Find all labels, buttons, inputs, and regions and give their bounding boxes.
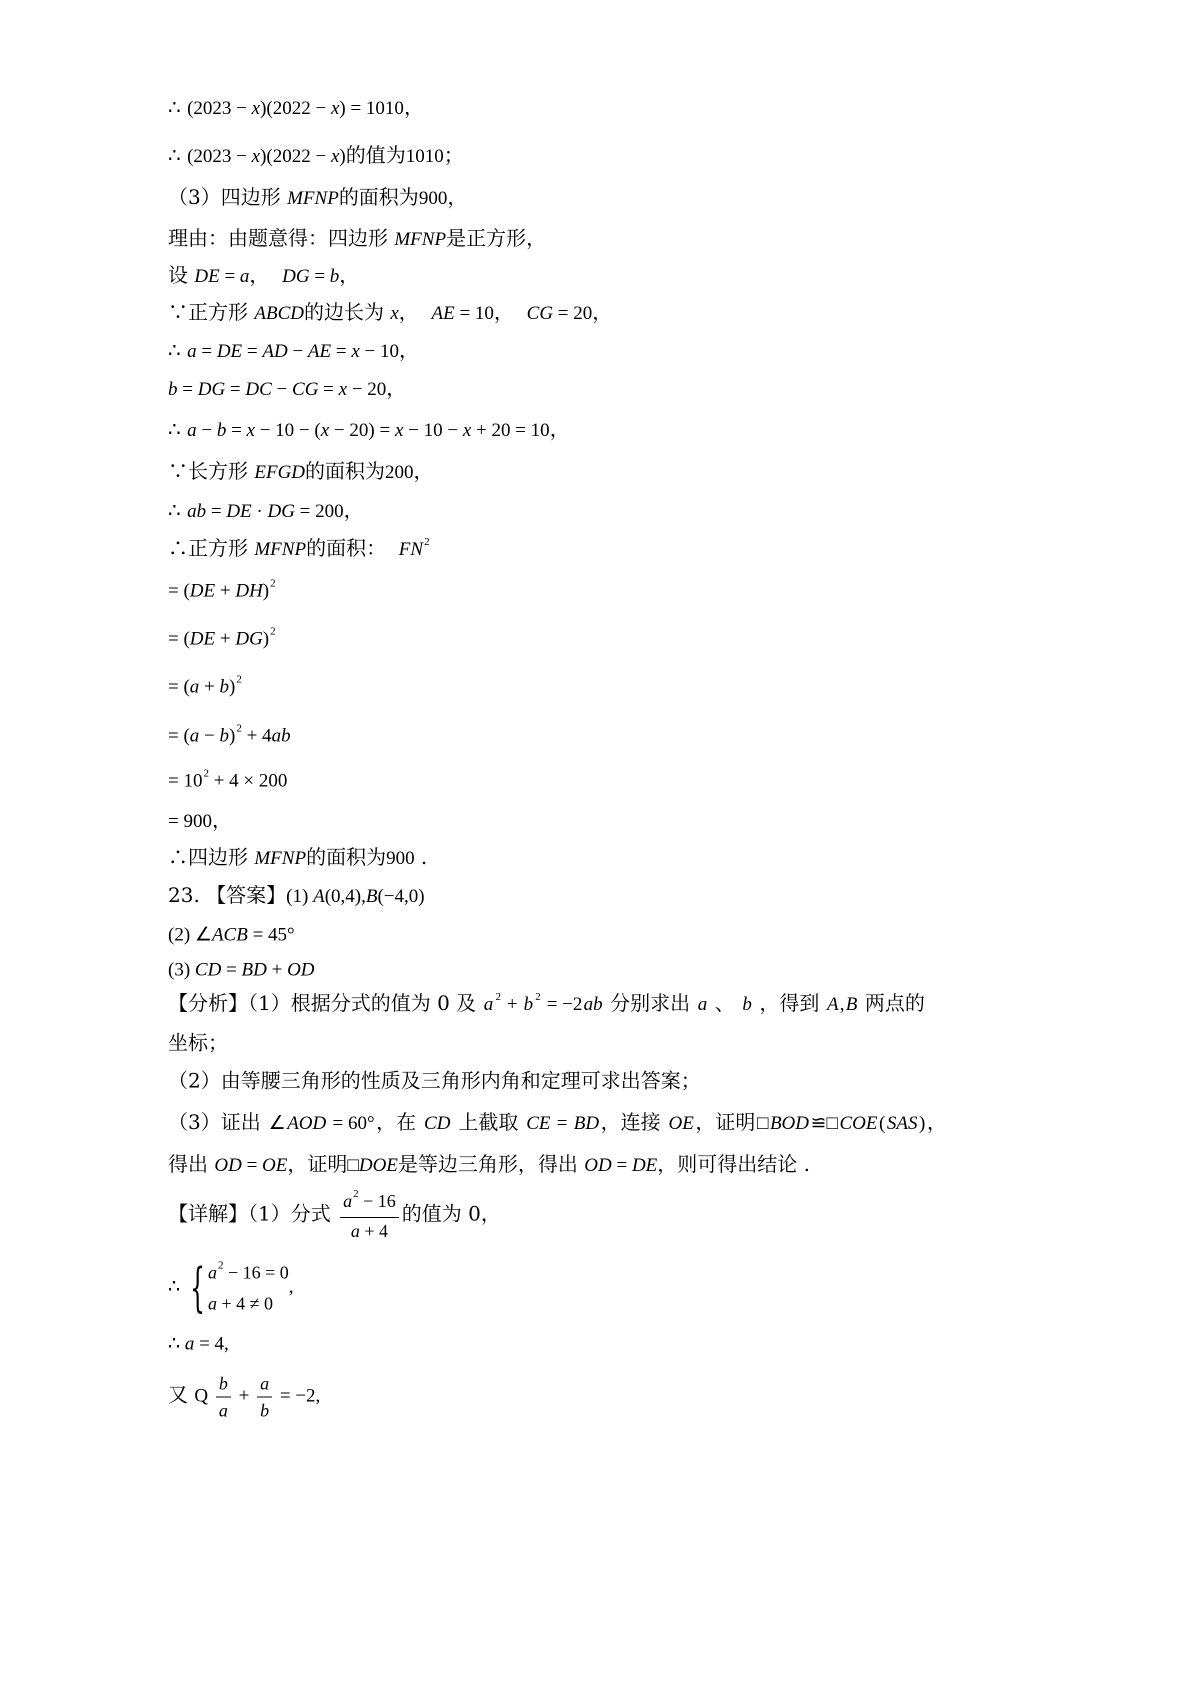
text-line-19: [168, 844, 427, 872]
math-variable: DE: [194, 266, 220, 287]
math-text: − 10 −: [403, 420, 463, 441]
text-run: ，: [403, 95, 424, 119]
math-variable: ABCD: [254, 303, 304, 324]
text-line-10: [168, 458, 434, 486]
math-text: ) = 1010: [339, 98, 404, 119]
math-text: 900: [418, 188, 448, 209]
math-text: −: [271, 379, 293, 400]
text-line-17: [168, 768, 287, 797]
math-variable: CE: [526, 1113, 551, 1134]
math-variable: a: [350, 1221, 360, 1241]
brace-glyph: {: [189, 1258, 205, 1318]
equation-system: [185, 1259, 289, 1318]
math-variable: DE: [189, 580, 216, 602]
text-run: ，: [343, 498, 364, 522]
math-text: − 16 = 0: [223, 1262, 289, 1283]
math-variable: MFNP: [287, 188, 339, 209]
math-text: = −2,: [275, 1385, 321, 1407]
text-run: 【分析】（1）根据分式的值为 0 及: [168, 991, 483, 1015]
math-text: (3): [168, 959, 195, 981]
text-line-26: [168, 1109, 947, 1137]
text-run: ，: [249, 263, 283, 287]
math-variable: A: [826, 994, 839, 1015]
math-text: =: [225, 379, 246, 400]
math-text: ): [229, 676, 236, 698]
math-text: +: [199, 676, 220, 698]
fraction-numerator: [216, 1372, 231, 1398]
math-variable: OD: [584, 1155, 612, 1176]
math-text: =: [241, 1155, 263, 1176]
math-variable: CG: [292, 379, 319, 400]
math-variable: x: [320, 420, 330, 441]
system-row: [208, 1259, 289, 1290]
math-variable: a: [189, 676, 200, 698]
math-variable: x: [390, 303, 399, 324]
fraction-denominator: [340, 1218, 399, 1243]
text-line-11: [168, 497, 364, 525]
math-variable: a: [187, 341, 197, 362]
math-text: + 20 = 10: [471, 420, 550, 441]
math-variable: DE: [216, 341, 243, 362]
text-run: 23. 【答案】: [168, 883, 287, 907]
math-variable: b: [218, 1373, 228, 1394]
text-run: 是正方形，: [446, 226, 547, 250]
math-variable: FN: [398, 539, 424, 560]
math-variable: b: [742, 994, 752, 1015]
math-variable: b: [260, 1400, 270, 1421]
math-variable: ACB: [211, 924, 248, 946]
text-run: 是等边三角形，得出: [397, 1152, 585, 1176]
math-variable: x: [246, 420, 255, 441]
math-variable: MFNP: [394, 229, 447, 250]
math-variable: x: [251, 146, 261, 167]
fraction: [340, 1189, 399, 1243]
math-variable: OE: [668, 1113, 694, 1134]
superscript: 2: [424, 536, 430, 548]
math-text: Q: [194, 1385, 213, 1407]
math-text: (−4,0): [377, 886, 425, 907]
math-variable: a: [207, 1293, 217, 1314]
text-run: （3）证出: [168, 1110, 268, 1134]
math-text: 900: [386, 848, 415, 869]
math-text: ,: [839, 994, 845, 1015]
text-line-13: [168, 578, 276, 607]
math-text: =: [611, 1155, 632, 1176]
text-line-3: [168, 184, 467, 212]
math-variable: b: [216, 420, 227, 441]
math-variable: ab: [583, 994, 603, 1015]
math-text: = (: [168, 676, 190, 698]
math-text: =: [196, 341, 217, 362]
superscript: 2: [270, 625, 276, 638]
math-variable: a: [187, 420, 197, 441]
math-text: = 900: [168, 811, 212, 832]
math-text: =: [318, 379, 339, 400]
text-run: 上截取: [451, 1110, 525, 1134]
math-text: (2) ∠: [168, 924, 212, 946]
text-run: 分别求出: [603, 991, 697, 1015]
superscript: 2: [217, 1259, 224, 1272]
fraction-denominator: [257, 1398, 272, 1423]
math-variable: a: [218, 1400, 228, 1421]
math-text: = 200: [294, 501, 344, 522]
fraction-numerator: [257, 1372, 272, 1398]
text-run: ，: [549, 417, 570, 441]
math-text: −: [287, 341, 308, 362]
math-variable: x: [394, 420, 404, 441]
text-run: ，: [339, 263, 360, 287]
math-variable: AE: [431, 303, 455, 324]
math-text: − 10: [359, 341, 399, 362]
math-text: ): [339, 146, 346, 167]
math-text: (2023 −: [187, 98, 252, 119]
math-variable: DG: [235, 628, 263, 650]
text-run: ，: [399, 338, 419, 362]
math-variable: x: [251, 98, 261, 119]
math-text: = −2: [541, 994, 583, 1015]
text-line-12: [168, 535, 430, 565]
text-run: .: [414, 845, 428, 869]
text-run: ，: [413, 459, 434, 483]
math-text: ∠: [268, 1113, 286, 1134]
math-variable: x: [330, 146, 340, 167]
text-run: ，连接: [600, 1110, 668, 1134]
text-run: ，: [926, 1110, 947, 1134]
math-text: =: [242, 341, 263, 362]
math-text: = 60°: [327, 1113, 375, 1134]
math-text: + 4: [359, 1221, 388, 1241]
math-text: 1010: [405, 146, 444, 167]
text-run: ∴四边形: [168, 845, 255, 869]
math-text: +: [266, 959, 288, 981]
math-variable: a: [343, 1191, 353, 1211]
text-run: ，证明: [695, 1110, 756, 1134]
math-text: =: [226, 420, 247, 441]
text-run: 的面积为: [305, 459, 386, 483]
math-variable: AOD: [287, 1113, 327, 1134]
text-run: （3）四边形: [168, 185, 288, 209]
math-text: − 20) =: [329, 420, 395, 441]
text-run: ，在: [376, 1110, 423, 1134]
text-line-27: [168, 1151, 810, 1179]
math-text: +: [215, 580, 236, 602]
math-text: −: [199, 725, 220, 747]
math-variable: OD: [287, 959, 315, 981]
math-text: − 10 − (: [254, 420, 321, 441]
math-text: ∴: [168, 1276, 185, 1298]
text-line-2: [168, 142, 464, 170]
text-run: ，得到: [753, 991, 826, 1015]
text-line-9: [168, 416, 570, 444]
math-variable: SAS: [886, 1113, 918, 1134]
math-text: (0,4),: [324, 886, 366, 907]
math-text: ): [262, 628, 270, 650]
math-variable: B: [845, 994, 858, 1015]
text-line-20: [168, 882, 425, 910]
text-run: ∴: [168, 338, 188, 362]
text-run: ，证明: [287, 1152, 348, 1176]
math-text: ): [229, 725, 236, 747]
math-variable: ab: [271, 725, 291, 747]
math-variable: CG: [526, 303, 554, 324]
text-run: 的面积：: [306, 536, 399, 560]
math-text: +: [502, 994, 523, 1015]
math-variable: b: [168, 379, 178, 400]
text-run: ∵正方形: [168, 300, 255, 324]
text-run: 、: [708, 991, 742, 1015]
math-variable: OD: [214, 1155, 242, 1176]
math-variable: COE: [839, 1113, 878, 1134]
math-variable: b: [219, 676, 230, 698]
math-variable: DOE: [358, 1155, 398, 1176]
math-variable: CD: [194, 959, 222, 981]
math-text: = (: [168, 580, 190, 602]
text-line-6: [168, 299, 612, 327]
superscript: 2: [236, 673, 242, 686]
fraction-numerator: [340, 1189, 399, 1218]
superscript: 2: [353, 1188, 359, 1200]
math-variable: DE: [189, 628, 216, 650]
superscript: 2: [535, 991, 541, 1003]
math-variable: B: [365, 886, 378, 907]
math-text: = 20: [553, 303, 593, 324]
text-line-18: [168, 807, 232, 835]
math-text: ,: [288, 1276, 294, 1298]
math-text: )(2022 −: [260, 98, 331, 119]
text-run: （2）由等腰三角形的性质及三角形内角和定理可求出答案；: [168, 1068, 701, 1093]
system-rows: [208, 1259, 289, 1318]
math-variable: x: [330, 98, 340, 119]
math-variable: x: [462, 420, 472, 441]
math-variable: DE: [631, 1155, 658, 1176]
math-text: = (: [168, 628, 190, 650]
text-line-29: [168, 1259, 294, 1318]
math-text: =: [552, 1113, 573, 1134]
math-variable: DC: [245, 379, 272, 400]
text-line-14: [168, 626, 276, 655]
math-text: )(2022 −: [260, 146, 331, 167]
text-run: 的面积为: [306, 845, 387, 869]
text-run: ∴: [168, 498, 188, 522]
text-run: 又: [168, 1382, 195, 1407]
math-variable: BD: [241, 959, 267, 981]
math-variable: AD: [262, 341, 288, 362]
math-text: ·: [251, 501, 268, 522]
math-variable: BD: [573, 1113, 600, 1134]
text-line-24: [168, 1030, 228, 1057]
text-run: ∴: [168, 143, 188, 167]
math-variable: a: [483, 994, 494, 1015]
math-variable: EFGD: [254, 462, 306, 483]
math-variable: b: [523, 994, 534, 1015]
math-text: − 20: [347, 379, 387, 400]
text-run: 坐标；: [168, 1030, 228, 1055]
math-text: □: [756, 1113, 769, 1134]
math-text: − 16: [358, 1191, 396, 1211]
text-run: 【详解】（1）分式: [168, 1201, 338, 1226]
math-text: 200: [385, 462, 414, 483]
math-variable: b: [219, 725, 230, 747]
text-run: ∴: [168, 95, 188, 119]
superscript: 2: [203, 767, 209, 780]
text-line-4: [168, 225, 546, 253]
text-run: 设: [168, 263, 195, 287]
math-variable: a: [189, 725, 200, 747]
text-run: ，: [398, 300, 432, 324]
math-variable: DG: [267, 501, 295, 522]
text-run: 理由：由题意得：四边形: [168, 226, 395, 250]
math-variable: CD: [424, 1113, 451, 1134]
math-text: ): [919, 1113, 926, 1134]
math-text: =: [331, 341, 352, 362]
math-text: +: [215, 628, 236, 650]
math-text: ∴: [168, 1333, 185, 1355]
text-line-15: [168, 674, 242, 703]
math-text: □: [347, 1155, 359, 1176]
fraction: [257, 1372, 272, 1423]
math-variable: x: [351, 341, 360, 362]
math-variable: AE: [307, 341, 332, 362]
text-run: ∵长方形: [168, 459, 255, 483]
text-run: ，: [386, 376, 407, 400]
math-text: (1): [286, 886, 314, 907]
fraction: [216, 1372, 231, 1423]
text-line-22: [168, 957, 315, 984]
math-text: =: [177, 379, 198, 400]
math-text: = 10: [168, 770, 203, 792]
math-text: ): [262, 580, 270, 602]
math-variable: b: [329, 266, 340, 287]
text-run: ，: [493, 300, 527, 324]
math-text: =: [219, 266, 240, 287]
math-text: + 4 ≠ 0: [216, 1293, 273, 1314]
math-variable: DG: [197, 379, 226, 400]
text-line-8: [168, 375, 406, 403]
text-line-23: [168, 990, 925, 1020]
math-variable: a: [260, 1373, 270, 1394]
math-variable: OE: [262, 1155, 288, 1176]
math-variable: a: [697, 994, 708, 1015]
math-text: = (: [168, 725, 190, 747]
math-variable: BOD: [769, 1113, 810, 1134]
text-line-7: [168, 337, 419, 365]
text-line-28: [168, 1189, 501, 1243]
text-line-30: [168, 1331, 229, 1358]
math-variable: a: [207, 1262, 217, 1283]
text-line-5: [168, 262, 359, 290]
superscript: 2: [495, 991, 501, 1003]
math-variable: MFNP: [254, 539, 307, 560]
text-run: ，: [447, 185, 468, 209]
math-variable: DE: [226, 501, 252, 522]
text-run: 得出: [168, 1152, 215, 1176]
math-text: = 45°: [247, 924, 295, 946]
superscript: 2: [270, 577, 276, 590]
text-run: ∴: [168, 417, 188, 441]
math-text: +: [233, 1385, 255, 1407]
math-text: =: [309, 266, 330, 287]
text-run: 的边长为: [303, 300, 391, 324]
math-variable: DH: [235, 580, 263, 602]
math-variable: A: [313, 886, 325, 907]
math-variable: DG: [282, 266, 310, 287]
text-line-16: [168, 723, 291, 752]
math-variable: ab: [187, 501, 207, 522]
math-text: + 4: [241, 725, 272, 747]
math-text: = 10: [454, 303, 494, 324]
text-run: 的值为 0，: [401, 1201, 501, 1226]
fraction-denominator: [216, 1398, 231, 1423]
math-text: ≌□: [810, 1113, 838, 1134]
math-text: −: [196, 420, 217, 441]
superscript: 2: [236, 722, 242, 735]
math-text: = 4,: [194, 1333, 229, 1355]
text-run: ；: [443, 143, 464, 167]
text-line-25: [168, 1068, 701, 1095]
math-variable: a: [239, 266, 250, 287]
text-run: ∴正方形: [168, 536, 255, 560]
text-line-31: [168, 1372, 320, 1423]
math-text: (: [879, 1113, 886, 1134]
math-variable: a: [184, 1333, 195, 1355]
math-variable: MFNP: [254, 848, 307, 869]
math-variable: x: [338, 379, 348, 400]
text-run: 两点的: [858, 991, 925, 1015]
text-line-21: [168, 922, 295, 949]
text-run: 的面积为: [338, 185, 419, 209]
system-row: [208, 1290, 289, 1318]
text-run: ，: [211, 808, 232, 832]
text-line-1: [168, 94, 424, 122]
text-run: ，则可得出结论 .: [657, 1152, 810, 1176]
text-run: ，: [592, 300, 613, 324]
math-text: =: [206, 501, 227, 522]
math-text: (2023 −: [187, 146, 252, 167]
math-text: + 4 × 200: [208, 770, 288, 792]
text-run: 的值为: [345, 143, 406, 167]
math-text: =: [221, 959, 242, 981]
